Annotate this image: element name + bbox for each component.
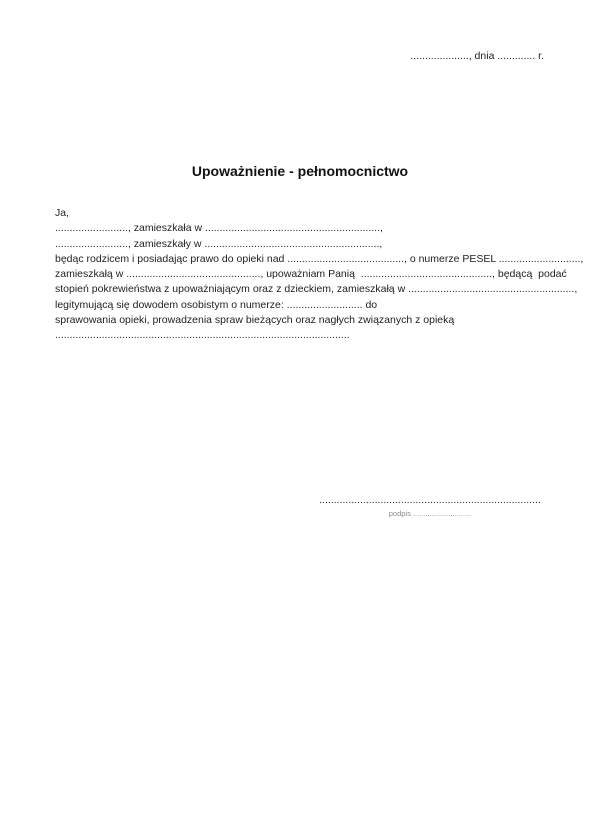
body-paragraph [55, 206, 584, 344]
body-line-name-male: ........................., zamieszkały w ............................................................, [55, 237, 383, 250]
signature-line: ............................................................................ [319, 494, 541, 506]
body-line-dotted-fill: ..................................................................................................... [55, 329, 350, 342]
body-line-authorize: zamieszkałą w .............................................., upoważniam Panią ............................................., będącą podać [55, 268, 567, 281]
body-line-parent-pesel: będąc rodzicem i posiadając prawo do opieki nad ........................................, o numerze PESEL ............................, [55, 252, 584, 265]
body-line-id-number: legitymującą się dowodem osobistym o numerze: .......................... do [55, 298, 378, 311]
signature-caption: podpis ............................ [388, 509, 472, 518]
signature-block [318, 493, 542, 519]
date-line: ...................., dnia ............. r. [410, 50, 544, 62]
body-line-ja: Ja, [55, 207, 70, 219]
body-line-name-female: ........................., zamieszkała w ............................................................, [55, 222, 383, 235]
body-line-kinship: stopień pokrewieństwa z upoważniającym oraz z dzieckiem, zamieszkałą w ........................................................., [55, 283, 578, 296]
document-title: Upoważnienie - pełnomocnictwo [191, 163, 409, 179]
body-line-care-scope: sprawowania opieki, prowadzenia spraw bieżących oraz nagłych związanych z opieką [55, 314, 455, 327]
